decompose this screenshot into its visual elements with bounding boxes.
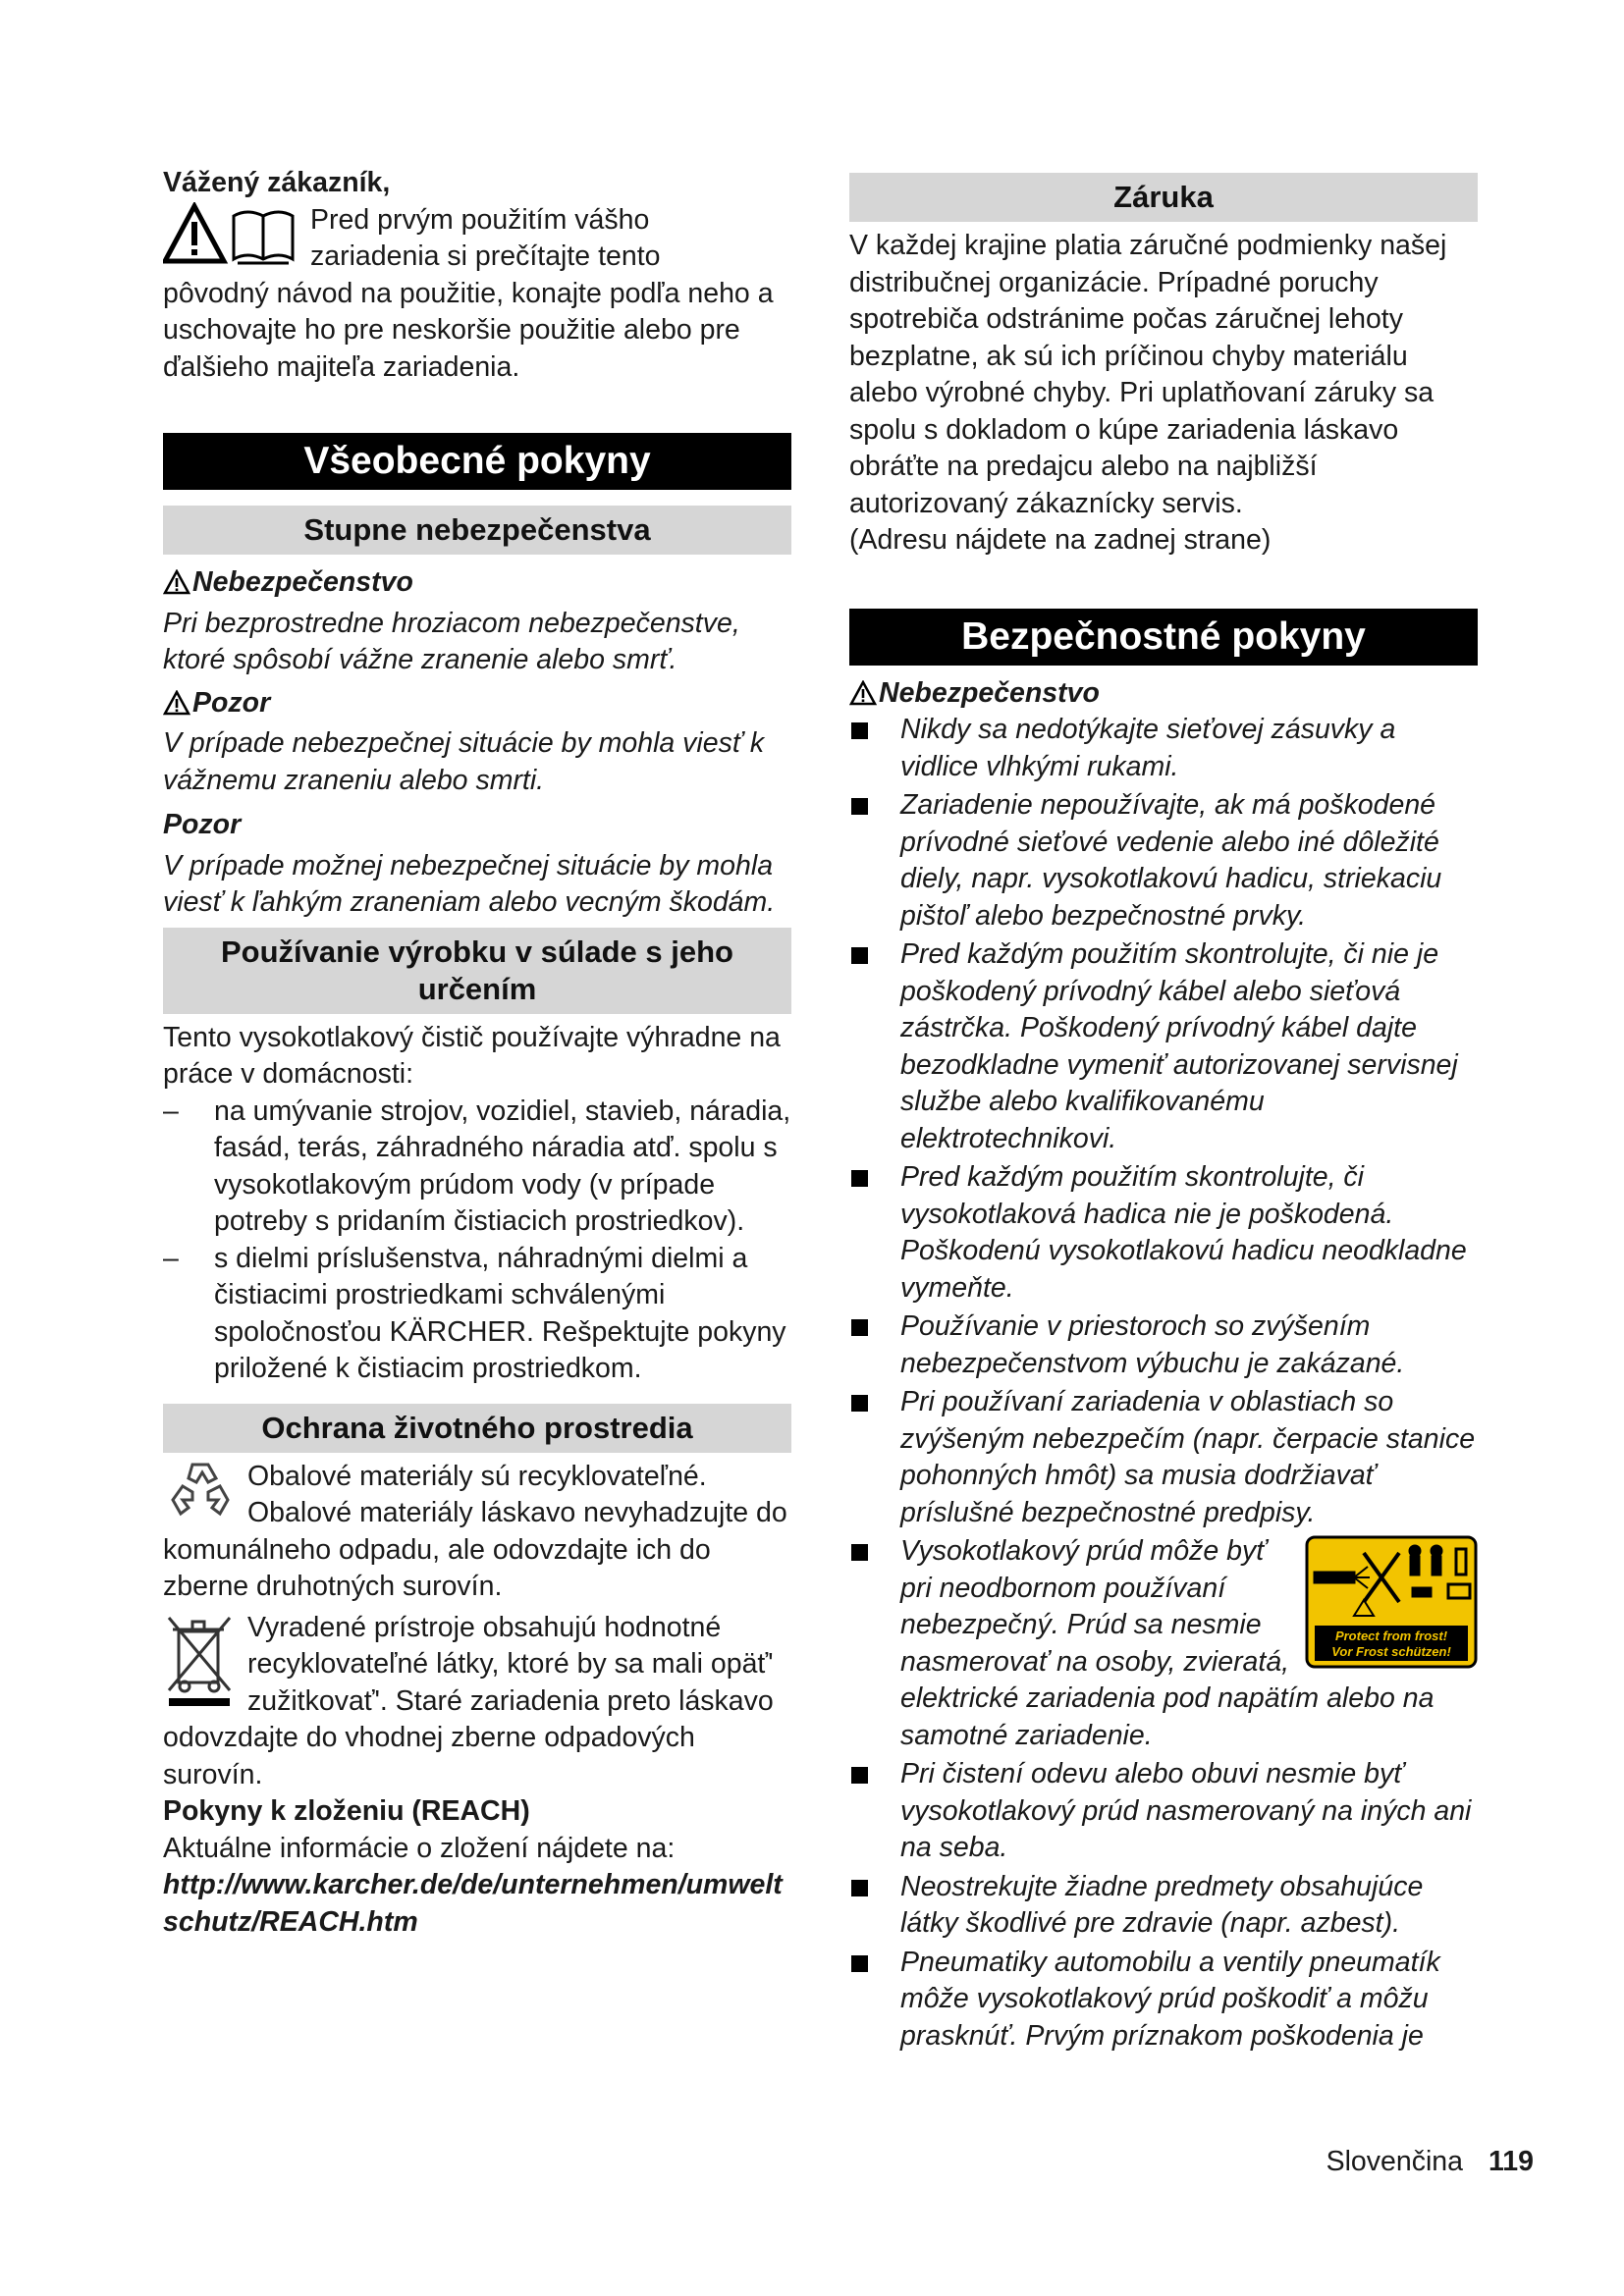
list-item <box>849 787 1478 934</box>
bullet-text: Neostrekujte žiadne predmety obsahujúce látky škodlivé pre zdravie (napr. azbest). <box>900 1870 1424 1939</box>
section-title-general: Všeobecné pokyny <box>163 433 791 490</box>
warning-heading <box>163 685 791 722</box>
bullet-square-icon <box>851 947 868 964</box>
warning-icon <box>163 690 190 716</box>
env-block-2 <box>163 1610 791 1794</box>
bullet-text: Pred každým použitím skontrolujte, či vysokotlaková hadica nie je poškodená. Poškodenú vysokotlakovú hadicu neodkladne vymeňte. <box>900 1161 1467 1304</box>
reach-text: Aktuálne informácie o zložení nájdete na: <box>163 1832 676 1864</box>
bullet-text: Vysokotlakový prúd môže byť pri neodbornom používaní nebezpečný. Prúd sa nesmie nasmerovať na osoby, zvieratá, elektrické zariadenia pod napätím alebo na samotné zariadenie. <box>900 1535 1435 1751</box>
bullet-text: Zariadenie nepoužívajte, ak má poškodené prívodné sieťové vedenie alebo iné dôležité diely, napr. vysokotlakovú hadicu, striekaciu pištoľ alebo bezpečnostné prvky. <box>900 789 1442 932</box>
list-item <box>849 1159 1478 1307</box>
bullet-text: Pneumatiky automobilu a ventily pneumatík môže vysokotlakový prúd poškodiť a môžu prasknúť. Prvým príznakom poškodenia je <box>900 1946 1440 2052</box>
caution-text: V prípade možnej nebezpečnej situácie by mohla viesť k ľahkým zraneniam alebo vecným škodám. <box>163 849 776 918</box>
safety-danger-label: Nebezpečenstvo <box>879 676 1100 709</box>
warning-icon <box>849 680 877 706</box>
use-item-text: na umývanie strojov, vozidiel, stavieb, náradia, fasád, terás, záhradného náradia atď. spolu s vysokotlakovým prúdom vody (v prípade potreby s pridaním čistiacich prostriedkov). <box>214 1095 791 1237</box>
bullet-square-icon <box>851 1767 868 1784</box>
subsection-intended-use: Používanie výrobku v súlade s jeho určením <box>163 928 791 1014</box>
intro-line2: zariadenia si prečítajte tento <box>310 240 661 272</box>
bullet-square-icon <box>851 1319 868 1336</box>
bullet-square-icon <box>851 1880 868 1896</box>
bullet-text: Pri čistení odevu alebo obuvi nesmie byť vysokotlakový prúd nasmerovaný na iných ani na seba. <box>900 1758 1472 1863</box>
bullet-text: Pri používaní zariadenia v oblastiach so zvýšeným nebezpečím (napr. čerpacie stanice pohonných hmôt) sa musia dodržiavať príslušné bezpečnostné predpisy. <box>900 1386 1476 1528</box>
bullet-text: Nikdy sa nedotýkajte sieťovej zásuvky a vidlice vlhkými rukami. <box>900 714 1396 782</box>
intro-line1: Pred prvým použitím vášho <box>310 203 650 236</box>
page-number: 119 <box>1489 2146 1534 2177</box>
warning-label: Pozor <box>192 686 271 719</box>
list-item <box>849 1308 1478 1382</box>
recycle-icon <box>163 1459 238 1520</box>
danger-label: Nebezpečenstvo <box>192 566 413 598</box>
bullet-square-icon <box>851 1955 868 1972</box>
warranty-text: V každej krajine platia záručné podmienky našej distribučnej organizácie. Prípadné poruchy spotrebiča odstránime počas záručnej lehoty bezplatne, ak sú ich príčinou chyby materiálu alebo výrobné chyby. Pri uplatňovaní záruky sa spolu s dokladom o kúpe zariadenia láskavo obráťte na predajcu alebo na najbližší autorizovaný zákaznícky servis. <box>849 230 1447 519</box>
env-block-1 <box>163 1459 791 1606</box>
bullet-square-icon <box>851 1395 868 1412</box>
frost-warning-label-icon <box>1305 1535 1478 1669</box>
bullet-square-icon <box>851 1544 868 1561</box>
section-title-safety: Bezpečnostné pokyny <box>849 609 1478 666</box>
right-column <box>849 173 1478 2056</box>
warranty-address: (Adresu nájdete na zadnej strane) <box>849 524 1272 556</box>
list-item <box>849 712 1478 785</box>
reach-title: Pokyny k zloženiu (REACH) <box>163 1795 530 1827</box>
warning-manual-icon <box>163 202 300 267</box>
subsection-environment: Ochrana životného prostredia <box>163 1404 791 1453</box>
reach-url-link[interactable]: http://www.karcher.de/de/unternehmen/umweltschutz/REACH.htm <box>163 1869 783 1938</box>
caution-label: Pozor <box>163 809 242 840</box>
bullet-square-icon <box>851 1170 868 1187</box>
warning-text: V prípade nebezpečnej situácie by mohla viesť k vážnemu zraneniu alebo smrti. <box>163 727 765 796</box>
subsection-hazard-levels: Stupne nebezpečenstva <box>163 506 791 555</box>
footer-language: Slovenčina <box>1326 2146 1464 2177</box>
env-text-2: Vyradené prístroje obsahujú hodnotné recyklovateľné látky, ktoré by sa mali opäť' zužitkovať'. Staré zariadenia preto láskavo odovzdajte do vhodnej zberne odpadových surovín. <box>163 1611 774 1790</box>
bullet-square-icon <box>851 798 868 815</box>
list-item <box>163 1094 791 1241</box>
list-item <box>849 1384 1478 1531</box>
list-item <box>163 1241 791 1388</box>
bullet-text: Používanie v priestoroch so zvýšením nebezpečenstvom výbuchu je zakázané. <box>900 1310 1405 1379</box>
list-item <box>849 1756 1478 1867</box>
frost-label-de: Vor Frost schützen! <box>1331 1644 1451 1659</box>
use-item-text: s dielmi príslušenstva, náhradnými dielmi a čistiacimi prostriedkami schválenými spoločnosťou KÄRCHER. Rešpektujte pokyny priložené k čistiacim prostriedkom. <box>214 1242 786 1384</box>
page-footer <box>1326 2146 1534 2178</box>
env-text-1: Obalové materiály sú recyklovateľné. Obalové materiály láskavo nevyhadzujte do komunálneho odpadu, ale odovzdajte ich do zberne druhotných surovín. <box>163 1460 787 1602</box>
use-intro: Tento vysokotlakový čistič používajte výhradne na práce v domácnosti: <box>163 1021 781 1090</box>
danger-heading <box>163 564 791 602</box>
left-column <box>163 165 791 1941</box>
greeting: Vážený zákazník, <box>163 167 391 198</box>
bullet-text: Pred každým použitím skontrolujte, či nie je poškodený prívodný kábel alebo sieťová zástrčka. Poškodený prívodný kábel dajte bezodkladne vymeniť autorizovanej servisnej službe alebo kvalifikovanému elektrotechnikovi. <box>900 938 1458 1154</box>
dash-marker: – <box>163 1095 179 1127</box>
intro-rest: pôvodný návod na použitie, konajte podľa neho a uschovajte ho pre neskoršie použitie alebo pre ďalšieho majiteľa zariadenia. <box>163 277 774 383</box>
list-item <box>849 1869 1478 1943</box>
safety-danger-heading <box>849 675 1478 713</box>
danger-text: Pri bezprostredne hroziacom nebezpečenstve, ktoré spôsobí vážne zranenie alebo smrť. <box>163 607 740 675</box>
intro-block <box>163 202 791 387</box>
frost-label-en: Protect from frost! <box>1334 1629 1448 1643</box>
crossed-bin-icon <box>163 1610 238 1708</box>
list-item <box>849 1945 1478 2056</box>
warning-icon <box>163 569 190 595</box>
list-item <box>849 936 1478 1157</box>
bullet-square-icon <box>851 722 868 739</box>
list-item <box>849 1533 1478 1754</box>
section-title-warranty: Záruka <box>849 173 1478 222</box>
dash-marker: – <box>163 1242 179 1274</box>
